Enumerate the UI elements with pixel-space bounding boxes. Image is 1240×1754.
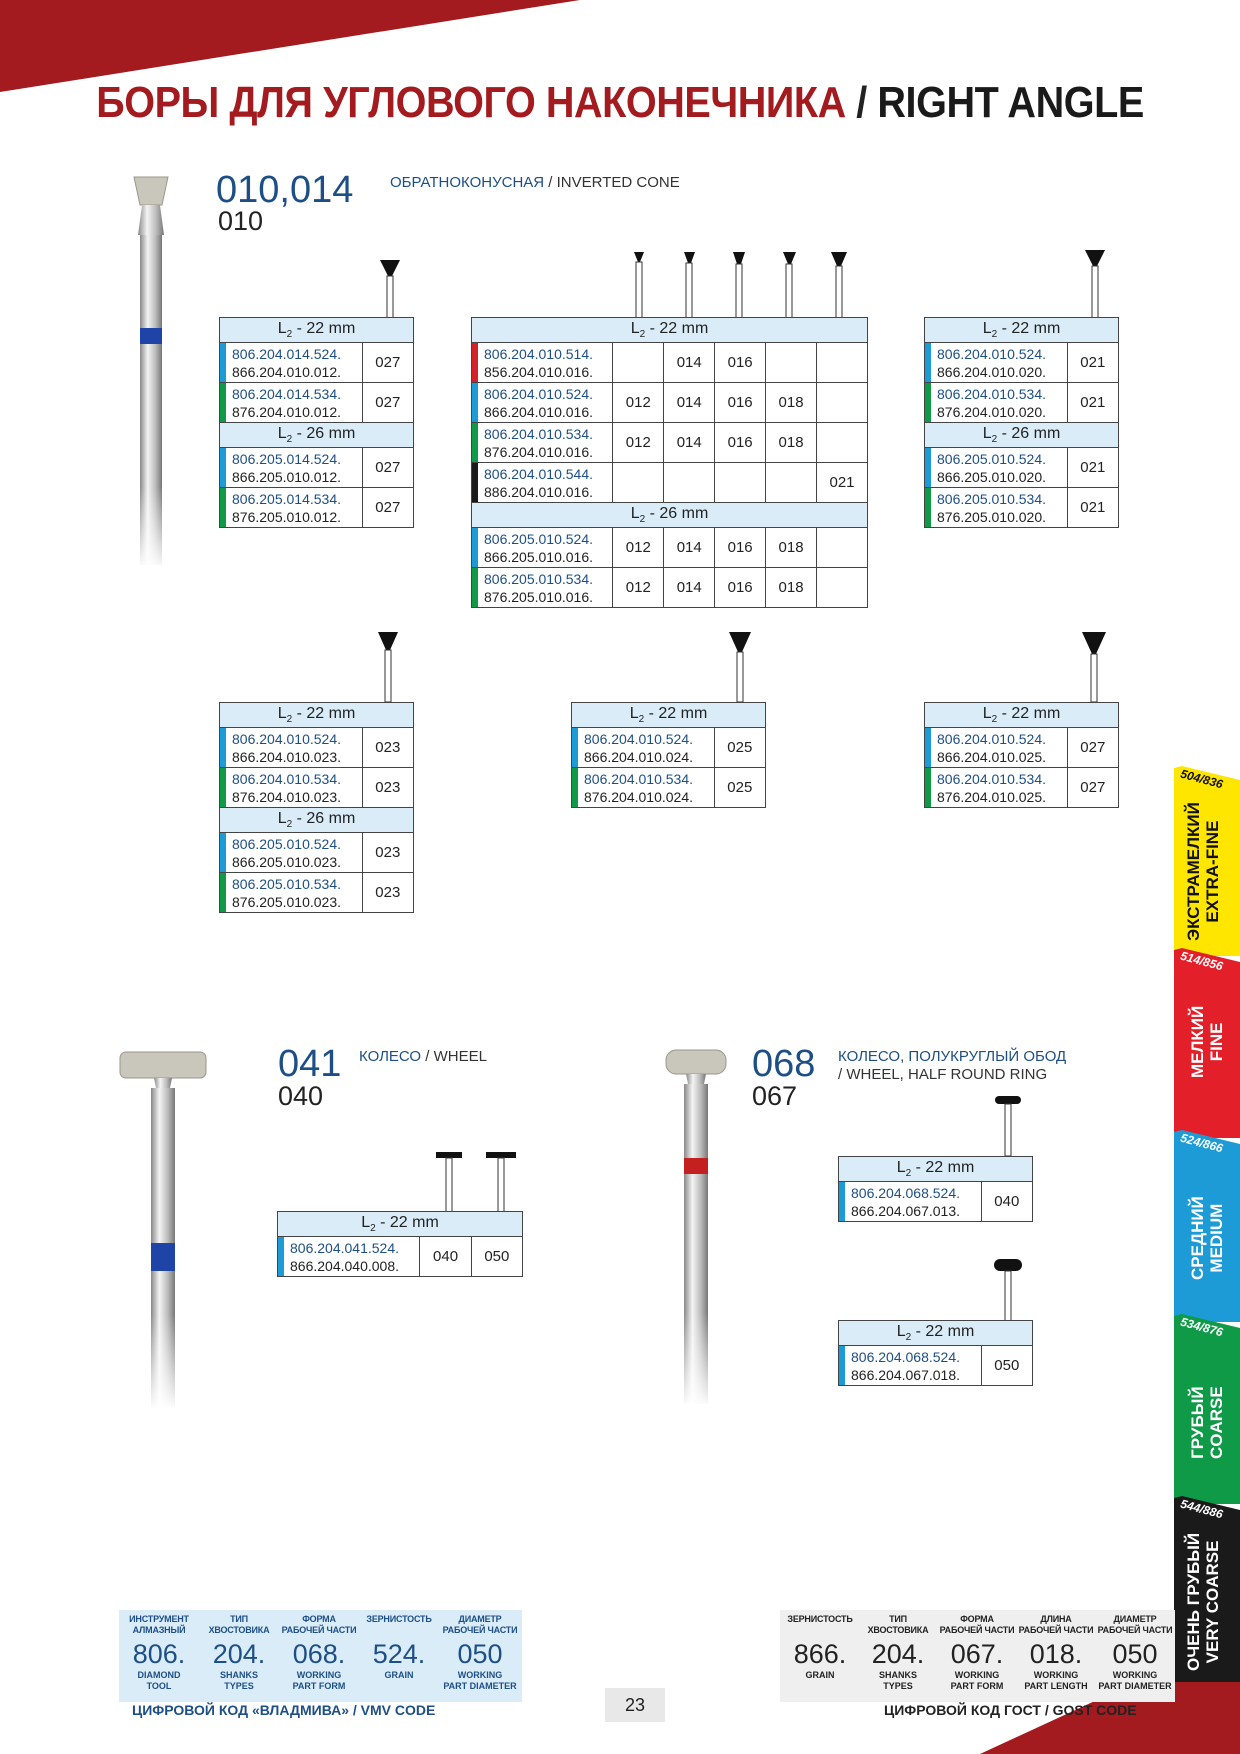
gost-code: 856.204.010.016. (484, 363, 593, 380)
section-code-068: 068 (752, 1043, 816, 1085)
catalog-codes-cell (472, 423, 613, 463)
diameter-cell: 050 (471, 1237, 522, 1277)
diameter-cell: 014 (664, 528, 715, 568)
grit-color-bar (220, 448, 226, 487)
section-code-010: 010 (218, 206, 264, 236)
grit-color-bar (472, 463, 478, 502)
catalog-codes-cell (220, 383, 363, 423)
catalog-codes-cell (839, 1182, 982, 1222)
vmv-code: 806.204.010.524. (484, 385, 593, 402)
length-header: $L_2 - 26$ mm (472, 503, 868, 528)
diameter-cell: 012 (613, 528, 664, 568)
diameter-cell: 023 (362, 768, 413, 808)
gost-code: 866.204.010.023. (232, 748, 341, 765)
catalog-codes-cell (925, 728, 1068, 768)
gost-code-legend: ЗЕРНИСТОСТЬ 866. GRAIN ТИП ХВОСТОВИКА 204. SHANKS TYPES ФОРМА РАБОЧЕЙ ЧАСТИ 067. WORKING PART FORM ДЛИНА РАБОЧЕЙ ЧАСТИ 018. WORKING PART LENGTH ДИАМЕТР РАБОЧЕЙ ЧАСТИ 050 WORKING PART DIAMETER (780, 1610, 1175, 1702)
diameter-cell (664, 463, 715, 503)
diameter-cell (817, 423, 868, 463)
vmv-code: 806.204.068.524. (851, 1184, 960, 1201)
diameter-cell: 014 (664, 343, 715, 383)
catalog-codes-cell (925, 488, 1068, 528)
diameter-cell: 027 (1067, 768, 1118, 808)
page-number: 23 (605, 1688, 665, 1722)
diameter-cell (817, 343, 868, 383)
vmv-code: 806.204.014.534. (232, 385, 341, 402)
diameter-cell (613, 343, 664, 383)
diameter-cell: 021 (1067, 488, 1118, 528)
vmv-code: 806.204.010.544. (484, 465, 593, 482)
inverted-cone-icons-row (630, 250, 850, 318)
vmv-code-footer: ЦИФРОВОЙ КОД «ВЛАДМИВА» / VMV CODE (132, 1702, 436, 1718)
grit-color-bar (925, 383, 931, 422)
gost-code: 876.204.010.025. (937, 788, 1046, 805)
catalog-codes-cell (839, 1346, 982, 1386)
gost-code: 866.204.010.024. (584, 748, 693, 765)
grit-color-bar (220, 488, 226, 527)
vmv-code: 806.204.010.534. (937, 385, 1046, 402)
catalog-codes-cell (925, 343, 1068, 383)
gost-code: 866.204.067.013. (851, 1202, 960, 1219)
catalog-codes-cell (925, 448, 1068, 488)
spec-table-4 (219, 702, 414, 913)
wheel-bur-image (118, 1050, 208, 1410)
grit-color-bar (220, 873, 226, 912)
gost-code: 866.204.010.016. (484, 403, 593, 420)
length-header: $L_2 - 22$ mm (839, 1321, 1033, 1346)
catalog-codes-cell (472, 343, 613, 383)
diameter-cell: 018 (766, 528, 817, 568)
vmv-code: 806.204.010.534. (232, 770, 341, 787)
vmv-code: 806.204.010.524. (937, 345, 1046, 362)
diameter-cell: 021 (1067, 448, 1118, 488)
diameter-cell: 012 (613, 568, 664, 608)
diameter-cell: 027 (362, 383, 413, 423)
catalog-codes-cell (278, 1237, 420, 1277)
gost-code: 876.204.010.020. (937, 403, 1046, 420)
grit-color-bar (839, 1182, 845, 1221)
spec-table-5 (571, 702, 766, 808)
diameter-cell (766, 463, 817, 503)
catalog-codes-cell (220, 728, 363, 768)
length-header: $L_2 - 22$ mm (572, 703, 766, 728)
diameter-cell: 018 (766, 423, 817, 463)
gost-code: 866.205.010.023. (232, 853, 341, 870)
diameter-cell: 018 (766, 383, 817, 423)
page-title (62, 78, 1178, 128)
diameter-cell: 023 (362, 833, 413, 873)
catalog-codes-cell (220, 343, 363, 383)
vmv-code: 806.204.010.524. (232, 730, 341, 747)
diameter-cell (613, 463, 664, 503)
gost-code: 866.204.067.018. (851, 1366, 960, 1383)
spec-table-2 (471, 317, 868, 608)
grit-color-bar (472, 568, 478, 607)
grit-color-bar (925, 448, 931, 487)
grit-tab-extra-fine: 504/836 ЭКСТРАМЕЛКИЙ EXTRA-FINE (1174, 766, 1240, 956)
gost-code: 876.205.010.012. (232, 508, 341, 525)
gost-code: 866.205.010.016. (484, 548, 593, 565)
diameter-cell: 050 (981, 1346, 1032, 1386)
vmv-code: 806.204.010.534. (584, 770, 693, 787)
catalog-codes-cell (925, 383, 1068, 423)
spec-table-3 (924, 317, 1119, 528)
catalog-codes-cell (220, 768, 363, 808)
section-code-067: 067 (752, 1081, 798, 1111)
vmv-code: 806.204.068.524. (851, 1348, 960, 1365)
diameter-cell: 025 (714, 768, 765, 808)
catalog-codes-cell (220, 873, 363, 913)
vmv-code: 806.204.010.524. (584, 730, 693, 747)
gost-code: 876.204.010.016. (484, 443, 593, 460)
vmv-code: 806.204.010.534. (484, 425, 593, 442)
title-separator: / (845, 78, 878, 127)
grit-color-bar (278, 1237, 284, 1276)
catalog-codes-cell (572, 768, 715, 808)
diameter-cell: 027 (362, 448, 413, 488)
grit-tab-medium: 524/866 СРЕДНИЙ MEDIUM (1174, 1130, 1240, 1322)
diameter-cell: 018 (766, 568, 817, 608)
section-code-041: 041 (278, 1043, 342, 1085)
wheel-half-round-icon (993, 1094, 1023, 1156)
diameter-cell: 021 (817, 463, 868, 503)
gost-code: 876.205.010.023. (232, 893, 341, 910)
grit-color-bar (472, 528, 478, 567)
vmv-code: 806.204.010.514. (484, 345, 593, 362)
wheel-half-round-bur-image (664, 1048, 728, 1408)
gost-code: 866.204.010.020. (937, 363, 1046, 380)
vmv-code: 806.205.010.524. (232, 835, 341, 852)
catalog-codes-cell (220, 448, 363, 488)
diameter-cell: 016 (715, 568, 766, 608)
section-name-inverted-cone: ОБРАТНОКОНУСНАЯ / INVERTED CONE (390, 174, 680, 191)
diameter-cell (817, 528, 868, 568)
diameter-cell (715, 463, 766, 503)
catalog-codes-cell (572, 728, 715, 768)
diameter-cell (817, 568, 868, 608)
grit-color-bar (220, 833, 226, 872)
diameter-cell (766, 343, 817, 383)
wheel-half-round-icon-large (992, 1257, 1024, 1321)
diameter-cell: 012 (613, 423, 664, 463)
length-header: $L_2 - 22$ mm (220, 703, 414, 728)
vmv-code: 806.204.010.524. (937, 730, 1046, 747)
grit-color-bar (472, 383, 478, 422)
catalog-codes-cell (925, 768, 1068, 808)
diameter-cell: 027 (362, 343, 413, 383)
gost-code: 866.205.010.012. (232, 468, 341, 485)
grit-color-bar (572, 768, 578, 807)
section-name-wheel-half-round: КОЛЕСО, ПОЛУКРУГЛЫЙ ОБОД / WHEEL, HALF ROUND RING (838, 1048, 1067, 1083)
gost-code-footer: ЦИФРОВОЙ КОД ГОСТ / GOST CODE (884, 1702, 1137, 1718)
diameter-cell: 014 (664, 423, 715, 463)
vmv-code: 806.205.014.524. (232, 450, 341, 467)
length-header: $L_2 - 22$ mm (925, 703, 1119, 728)
title-ru: БОРЫ ДЛЯ УГЛОВОГО НАКОНЕЧНИКА (96, 78, 846, 127)
grit-color-bar (220, 383, 226, 422)
grit-color-bar (220, 728, 226, 767)
inverted-cone-icon (377, 630, 399, 702)
header-l2-22mm: $L_2 - 22$ mm (220, 318, 414, 343)
catalog-codes-cell (472, 463, 613, 503)
inverted-cone-bur-image (128, 175, 188, 570)
length-header: $L_2 - 22$ mm (925, 318, 1119, 343)
spec-table-7 (277, 1211, 523, 1277)
inverted-cone-icon (728, 630, 752, 702)
grit-tab-coarse: 534/876 ГРУБЫЙ COARSE (1174, 1314, 1240, 1504)
inverted-cone-icon (1081, 630, 1107, 702)
vmv-code: 806.205.010.524. (937, 450, 1046, 467)
gost-code: 866.204.010.012. (232, 363, 341, 380)
grit-color-bar (472, 343, 478, 382)
length-header: $L_2 - 26$ mm (220, 808, 414, 833)
grit-tab-fine: 514/856 МЕЛКИЙ FINE (1174, 948, 1240, 1138)
length-header: $L_2 - 22$ mm (472, 318, 868, 343)
catalog-codes-cell (472, 568, 613, 608)
diameter-cell: 027 (362, 488, 413, 528)
catalog-codes-cell (220, 488, 363, 528)
gost-code: 886.204.010.016. (484, 483, 593, 500)
grit-color-bar (472, 423, 478, 462)
gost-code: 866.204.010.025. (937, 748, 1046, 765)
catalog-codes-cell (472, 528, 613, 568)
section-code-010-014: 010,014 (216, 169, 354, 211)
grit-color-bar (839, 1346, 845, 1385)
grit-color-bar (925, 728, 931, 767)
gost-code: 876.204.010.012. (232, 403, 341, 420)
diameter-cell: 023 (362, 728, 413, 768)
length-header: $L_2 - 22$ mm (839, 1157, 1033, 1182)
vmv-code: 806.205.010.534. (232, 875, 341, 892)
grit-color-bar (220, 343, 226, 382)
inverted-cone-icon (378, 258, 402, 318)
gost-code: 876.205.010.016. (484, 588, 593, 605)
diameter-cell: 040 (420, 1237, 471, 1277)
vmv-code: 806.205.010.524. (484, 530, 593, 547)
diameter-cell: 014 (664, 383, 715, 423)
diameter-cell: 021 (1067, 383, 1118, 423)
diameter-cell: 016 (715, 343, 766, 383)
diameter-cell (817, 383, 868, 423)
section-code-040: 040 (278, 1081, 324, 1111)
section-name-wheel: КОЛЕСО / WHEEL (359, 1048, 487, 1065)
vmv-code: 806.204.014.524. (232, 345, 341, 362)
grit-color-bar (925, 488, 931, 527)
diameter-cell: 016 (715, 383, 766, 423)
gost-code: 876.205.010.020. (937, 508, 1046, 525)
inverted-cone-icon (1084, 248, 1106, 318)
diameter-cell: 027 (1067, 728, 1118, 768)
vmv-code: 806.205.010.534. (484, 570, 593, 587)
grit-tab-very-coarse: 544/886 ОЧЕНЬ ГРУБЫЙ VERY COARSE (1174, 1496, 1240, 1682)
grit-color-bar (220, 768, 226, 807)
header-l2-26mm: $L_2 - 26$ mm (220, 423, 414, 448)
spec-table-6 (924, 702, 1119, 808)
diameter-cell: 014 (664, 568, 715, 608)
spec-table-9 (838, 1320, 1033, 1386)
catalog-codes-cell (220, 833, 363, 873)
diameter-cell: 025 (714, 728, 765, 768)
vmv-code: 806.204.041.524. (290, 1239, 399, 1256)
gost-code: 866.205.010.020. (937, 468, 1046, 485)
diameter-cell: 016 (715, 528, 766, 568)
grit-color-bar (925, 343, 931, 382)
length-header: $L_2 - 26$ mm (925, 423, 1119, 448)
gost-code: 876.204.010.023. (232, 788, 341, 805)
vmv-code: 806.205.010.534. (937, 490, 1046, 507)
spec-table-8 (838, 1156, 1033, 1222)
length-header: $L_2 - 22$ mm (278, 1212, 523, 1237)
vmv-code: 806.204.010.534. (937, 770, 1046, 787)
title-en: RIGHT ANGLE (877, 78, 1144, 127)
spec-table-1 (219, 317, 414, 528)
diameter-cell: 012 (613, 383, 664, 423)
wheel-icons (434, 1150, 518, 1212)
diameter-cell: 021 (1067, 343, 1118, 383)
gost-code: 866.204.040.008. (290, 1257, 399, 1274)
vmv-code-legend: ИНСТРУМЕНТ АЛМАЗНЫЙ 806. DIAMOND TOOL ТИП ХВОСТОВИКА 204. SHANKS TYPES ФОРМА РАБОЧЕЙ ЧАСТИ 068. WORKING PART FORM ЗЕРНИСТОСТЬ 524. GRAIN ДИАМЕТР РАБОЧЕЙ ЧАСТИ 050 WORKING PART DIAMETER (119, 1610, 522, 1702)
diameter-cell: 016 (715, 423, 766, 463)
vmv-code: 806.205.014.534. (232, 490, 341, 507)
grit-color-bar (572, 728, 578, 767)
diameter-cell: 040 (981, 1182, 1032, 1222)
diameter-cell: 023 (362, 873, 413, 913)
gost-code: 876.204.010.024. (584, 788, 693, 805)
grit-color-bar (925, 768, 931, 807)
catalog-codes-cell (472, 383, 613, 423)
